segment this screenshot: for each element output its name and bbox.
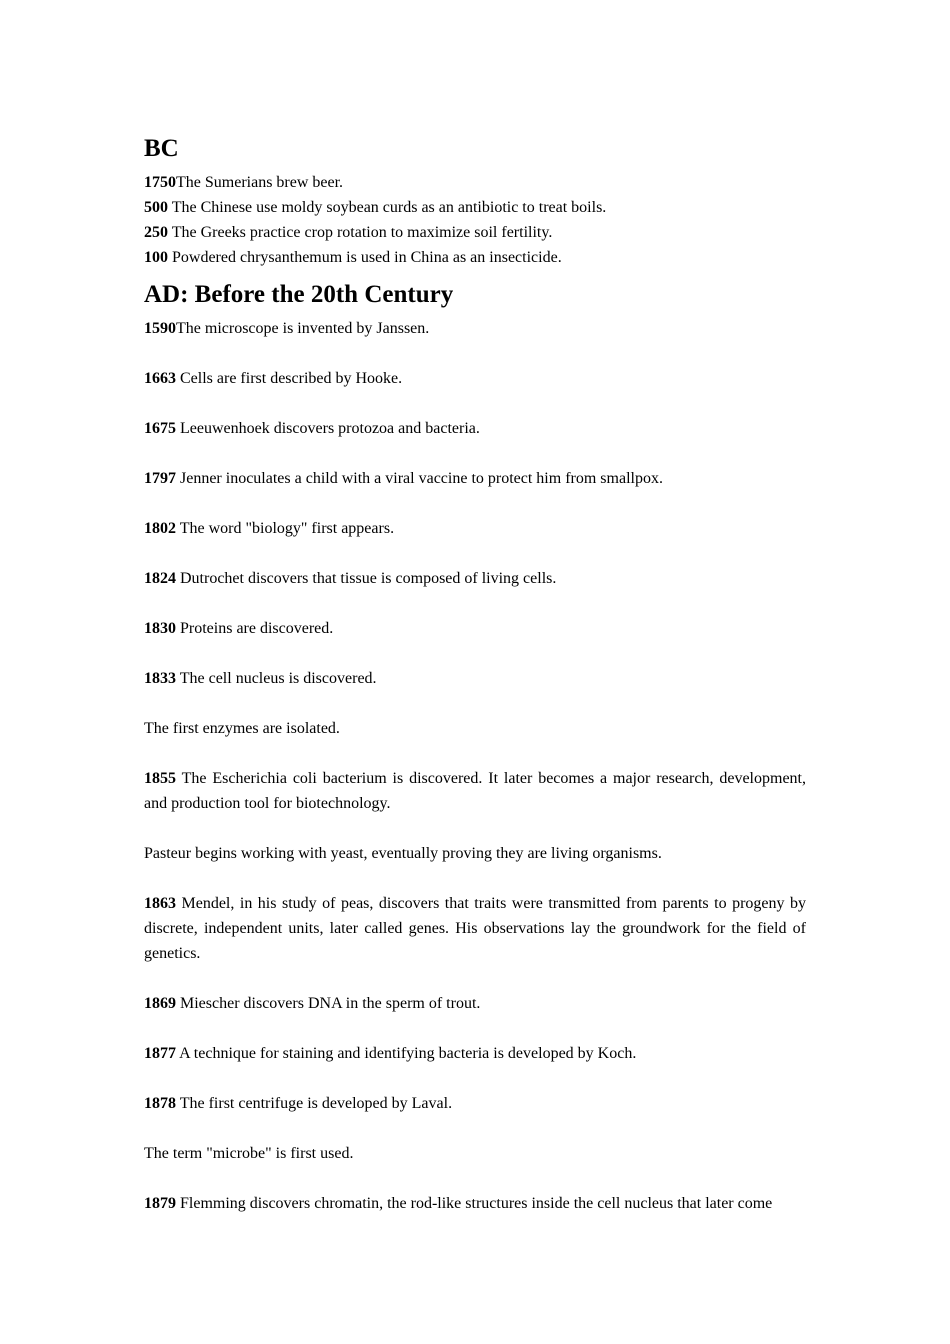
list-item	[144, 170, 806, 195]
entry-year: 1833	[144, 670, 176, 687]
document-page	[144, 132, 806, 1241]
entry-text: Leeuwenhoek discovers protozoa and bacteria.	[180, 420, 480, 437]
entry-text: A technique for staining and identifying bacteria is developed by Koch.	[179, 1045, 637, 1062]
entry-year: 1878	[144, 1095, 176, 1112]
entry-text: Pasteur begins working with yeast, eventually proving they are living organisms.	[144, 845, 662, 862]
entry-text: The Escherichia coli bacterium is discovered. It later becomes a major research, development, and production tool for biotechnology.	[144, 770, 806, 812]
entry-text: The Sumerians brew beer.	[176, 174, 344, 191]
entry-year: 1663	[144, 370, 176, 387]
list-item	[144, 566, 806, 591]
list-item	[144, 616, 806, 641]
list-item	[144, 666, 806, 691]
list-item	[144, 891, 806, 966]
list-item	[144, 245, 806, 270]
entry-text: The first centrifuge is developed by Laval.	[179, 1095, 453, 1112]
list-item	[144, 1091, 806, 1116]
entry-year: 1830	[144, 620, 176, 637]
entry-year: 1797	[144, 470, 176, 487]
entry-year: 1877	[144, 1045, 176, 1062]
entry-year: 1750	[144, 174, 176, 191]
entry-text: The cell nucleus is discovered.	[179, 670, 377, 687]
entry-text: Dutrochet discovers that tissue is composed of living cells.	[180, 570, 557, 587]
list-item	[144, 991, 806, 1016]
entry-text: Flemming discovers chromatin, the rod-like structures inside the cell nucleus that later come	[180, 1195, 773, 1212]
entry-text: Miescher discovers DNA in the sperm of trout.	[180, 995, 481, 1012]
entry-text: Proteins are discovered.	[180, 620, 334, 637]
entry-year: 1869	[144, 995, 176, 1012]
entry-year: 1824	[144, 570, 176, 587]
entry-text: Jenner inoculates a child with a viral vaccine to protect him from smallpox.	[180, 470, 663, 487]
list-item	[144, 220, 806, 245]
list-item	[144, 195, 806, 220]
entry-text: The word "biology" first appears.	[179, 520, 395, 537]
entry-year: 250	[144, 224, 168, 241]
list-item	[144, 841, 806, 866]
entry-year: 500	[144, 199, 168, 216]
entry-text: The Chinese use moldy soybean curds as an antibiotic to treat boils.	[171, 199, 607, 216]
entry-text: The first enzymes are isolated.	[144, 720, 340, 737]
list-item	[144, 1141, 806, 1166]
section-heading-bc: BC	[144, 135, 179, 162]
entry-year: 1675	[144, 420, 176, 437]
list-item	[144, 366, 806, 391]
list-item	[144, 766, 806, 816]
list-item	[144, 716, 806, 741]
section-heading-ad: AD: Before the 20th Century	[144, 281, 454, 308]
entry-year: 1879	[144, 1195, 176, 1212]
list-item	[144, 1191, 806, 1216]
entry-year: 1590	[144, 320, 176, 337]
list-item	[144, 316, 806, 341]
entry-text: The term "microbe" is first used.	[144, 1145, 354, 1162]
bc-entry-list	[144, 170, 806, 270]
entry-year: 100	[144, 249, 168, 266]
entry-text: Cells are first described by Hooke.	[180, 370, 403, 387]
entry-text: The Greeks practice crop rotation to maximize soil fertility.	[171, 224, 553, 241]
entry-text: Powdered chrysanthemum is used in China as an insecticide.	[172, 249, 562, 266]
list-item	[144, 1041, 806, 1066]
entry-year: 1863	[144, 895, 176, 912]
ad-entry-list	[144, 316, 806, 1216]
list-item	[144, 416, 806, 441]
entry-text: The microscope is invented by Janssen.	[176, 320, 430, 337]
list-item	[144, 516, 806, 541]
entry-text: Mendel, in his study of peas, discovers that traits were transmitted from parents to progeny by discrete, independent units, later called genes. His observations lay the groundwork for the field of genetics.	[144, 895, 806, 962]
list-item	[144, 466, 806, 491]
entry-year: 1802	[144, 520, 176, 537]
entry-year: 1855	[144, 770, 176, 787]
